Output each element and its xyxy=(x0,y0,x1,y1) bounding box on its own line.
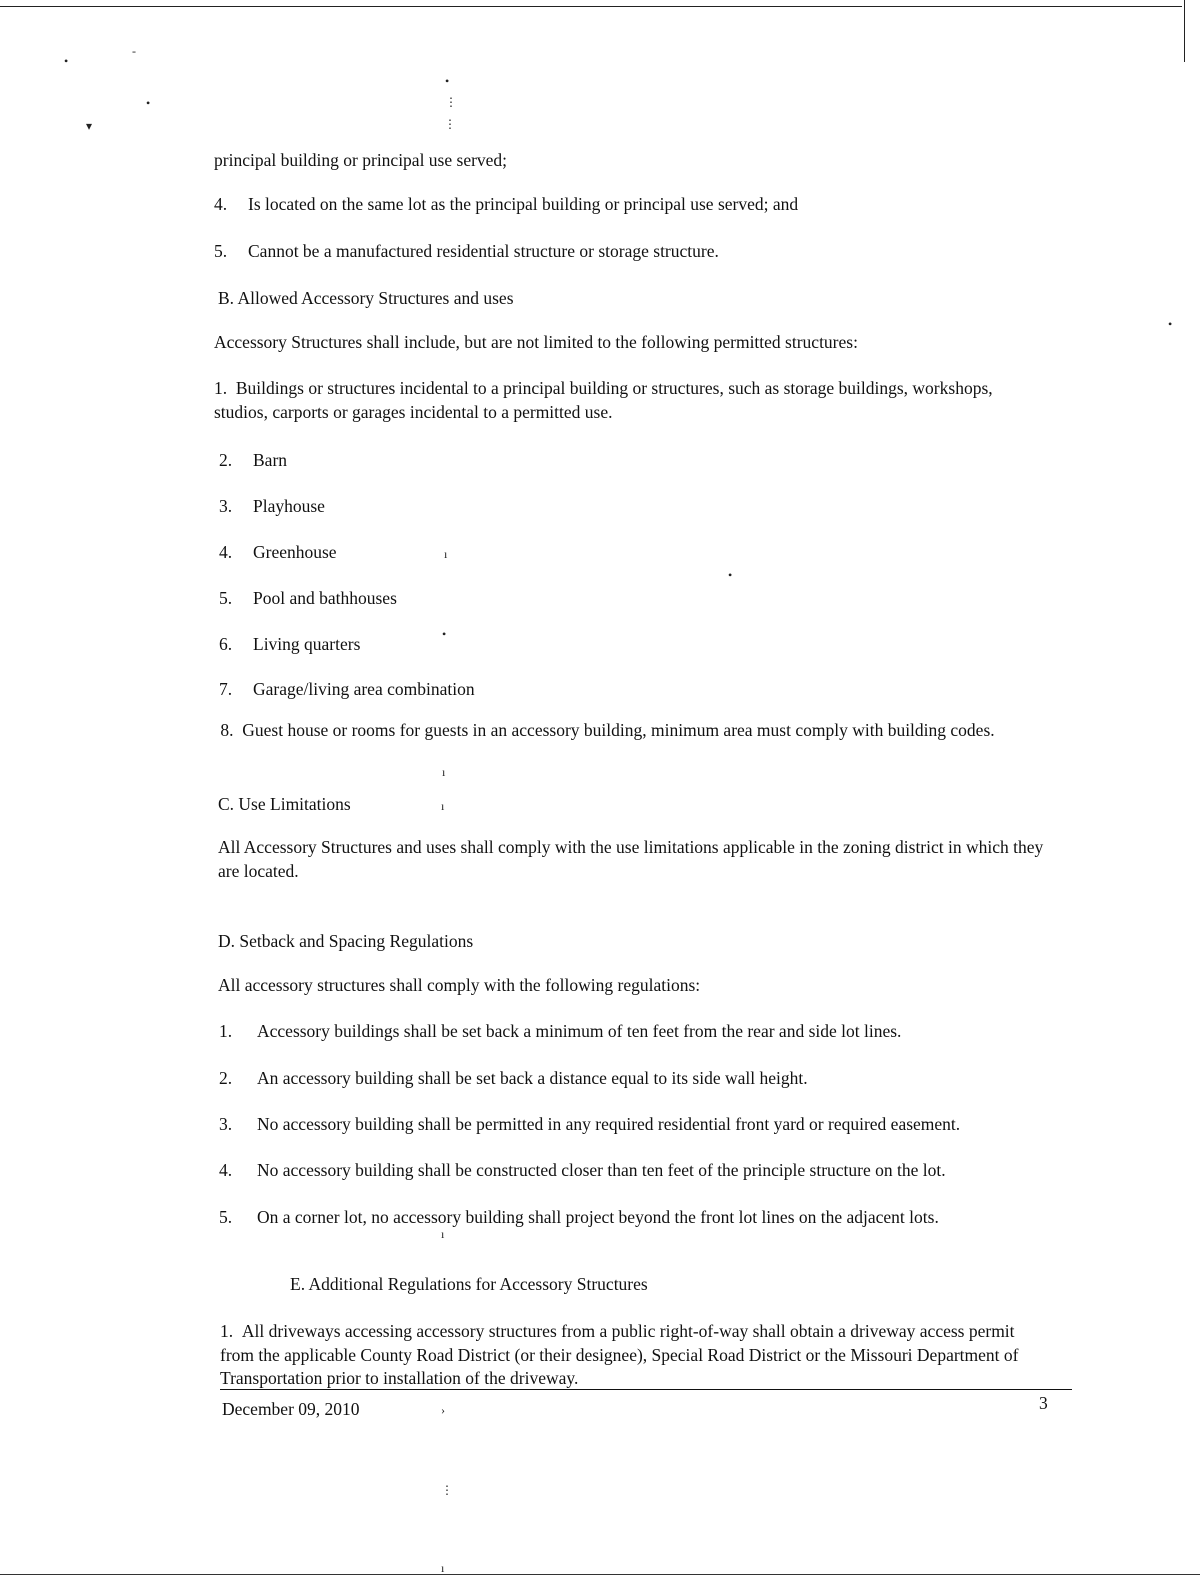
item-number: 3. xyxy=(219,1114,233,1134)
list-item xyxy=(219,1020,1069,1044)
scan-speck: • xyxy=(64,54,69,68)
list-item xyxy=(219,1206,1069,1230)
list-item xyxy=(219,633,1069,657)
list-item xyxy=(220,1320,1035,1391)
list-item xyxy=(219,1067,1069,1091)
scan-speck: ı xyxy=(444,547,448,561)
section-c-text: All Accessory Structures and uses shall comply with the use limitations applicable in the zoning district in which they are located. xyxy=(218,837,1044,881)
scan-border-right xyxy=(1184,0,1185,62)
item-text: Accessory buildings shall be set back a minimum of ten feet from the rear and side lot lines. xyxy=(257,1021,902,1041)
item-number: 5. xyxy=(219,1207,233,1227)
item-text: An accessory building shall be set back a distance equal to its side wall height. xyxy=(257,1068,808,1088)
item-text: No accessory building shall be permitted in any required residential front yard or required easement. xyxy=(257,1114,961,1134)
section-b-intro: Accessory Structures shall include, but are not limited to the following permitted structures: xyxy=(214,332,858,352)
section-c-heading: C. Use Limitations xyxy=(218,794,351,814)
scan-speck: ▾ xyxy=(86,119,93,133)
section-e-heading: E. Additional Regulations for Accessory Structures xyxy=(290,1274,648,1294)
item-number: 5. xyxy=(219,588,233,608)
item-text: Guest house or rooms for guests in an accessory building, minimum area must comply with building codes. xyxy=(242,720,995,740)
section-d-heading: D. Setback and Spacing Regulations xyxy=(218,931,474,951)
item-text: Living quarters xyxy=(253,634,361,654)
scan-speck: - xyxy=(132,44,136,58)
item-number: 1. xyxy=(220,1321,234,1341)
scan-speck: • xyxy=(1168,317,1173,331)
item-number: 4. xyxy=(219,1160,233,1180)
footer-date: December 09, 2010 xyxy=(222,1399,360,1419)
item-text: Greenhouse xyxy=(253,542,337,562)
item-number: 8. xyxy=(220,720,234,740)
item-text: Barn xyxy=(253,450,288,470)
list-item xyxy=(219,541,1069,565)
item-text: Pool and bathhouses xyxy=(253,588,397,608)
list-item xyxy=(219,1113,1069,1137)
scan-speck: ⋮ xyxy=(445,95,457,109)
item-number: 5. xyxy=(214,241,228,261)
list-item xyxy=(214,193,1064,217)
list-item xyxy=(219,495,1069,519)
item-text: On a corner lot, no accessory building shall project beyond the front lot lines on the adjacent lots. xyxy=(257,1207,939,1227)
list-item xyxy=(219,587,1069,611)
item-number: 7. xyxy=(219,679,233,699)
page-number: 3 xyxy=(1039,1393,1048,1413)
continuation-line: principal building or principal use served; xyxy=(214,150,508,170)
list-item xyxy=(214,240,1064,264)
scan-speck: • xyxy=(728,568,733,582)
item-number: 4. xyxy=(219,542,233,562)
list-item xyxy=(219,449,1069,473)
item-text: Playhouse xyxy=(253,496,325,516)
list-item xyxy=(216,719,1051,743)
list-item xyxy=(214,377,1014,424)
scan-speck: ı xyxy=(441,1227,445,1241)
scan-speck: ı xyxy=(442,765,446,779)
item-number: 4. xyxy=(214,194,228,214)
section-d-intro: All accessory structures shall comply with the following regulations: xyxy=(218,975,701,995)
scan-border-bottom xyxy=(0,1574,1200,1575)
scan-speck: ı xyxy=(441,1561,445,1575)
scan-speck: • xyxy=(445,74,450,88)
list-item xyxy=(219,1159,1069,1183)
item-text: Garage/living area combination xyxy=(253,679,475,699)
section-b-heading: B. Allowed Accessory Structures and uses xyxy=(218,288,514,308)
footer-rule xyxy=(220,1389,1072,1390)
scan-speck: › xyxy=(441,1403,445,1417)
scan-speck: • xyxy=(146,96,151,110)
item-text: Cannot be a manufactured residential structure or storage structure. xyxy=(248,241,719,261)
scan-border-top xyxy=(0,6,1182,7)
scan-speck: ⋮ xyxy=(441,1483,453,1497)
item-number: 2. xyxy=(219,450,233,470)
item-text: Is located on the same lot as the principal building or principal use served; and xyxy=(248,194,799,214)
list-item xyxy=(219,678,1069,702)
item-number: 1. xyxy=(214,378,228,398)
item-number: 2. xyxy=(219,1068,233,1088)
scan-speck: ı xyxy=(441,799,445,813)
item-text: Buildings or structures incidental to a principal building or structures, such as storage buildings, workshops, studios, carports or garages incidental to a permitted use. xyxy=(214,378,993,422)
scan-speck: ⋮ xyxy=(444,117,456,131)
item-number: 3. xyxy=(219,496,233,516)
item-text: All driveways accessing accessory structures from a public right-of-way shall obtain a driveway access permit from the applicable County Road District (or their designee), Special Road District or the Missouri Department of Transportation prior to installation of the driveway. xyxy=(220,1321,1019,1389)
item-number: 1. xyxy=(219,1021,233,1041)
item-text: No accessory building shall be constructed closer than ten feet of the principle structure on the lot. xyxy=(257,1160,946,1180)
scan-speck: • xyxy=(442,627,447,641)
item-number: 6. xyxy=(219,634,233,654)
